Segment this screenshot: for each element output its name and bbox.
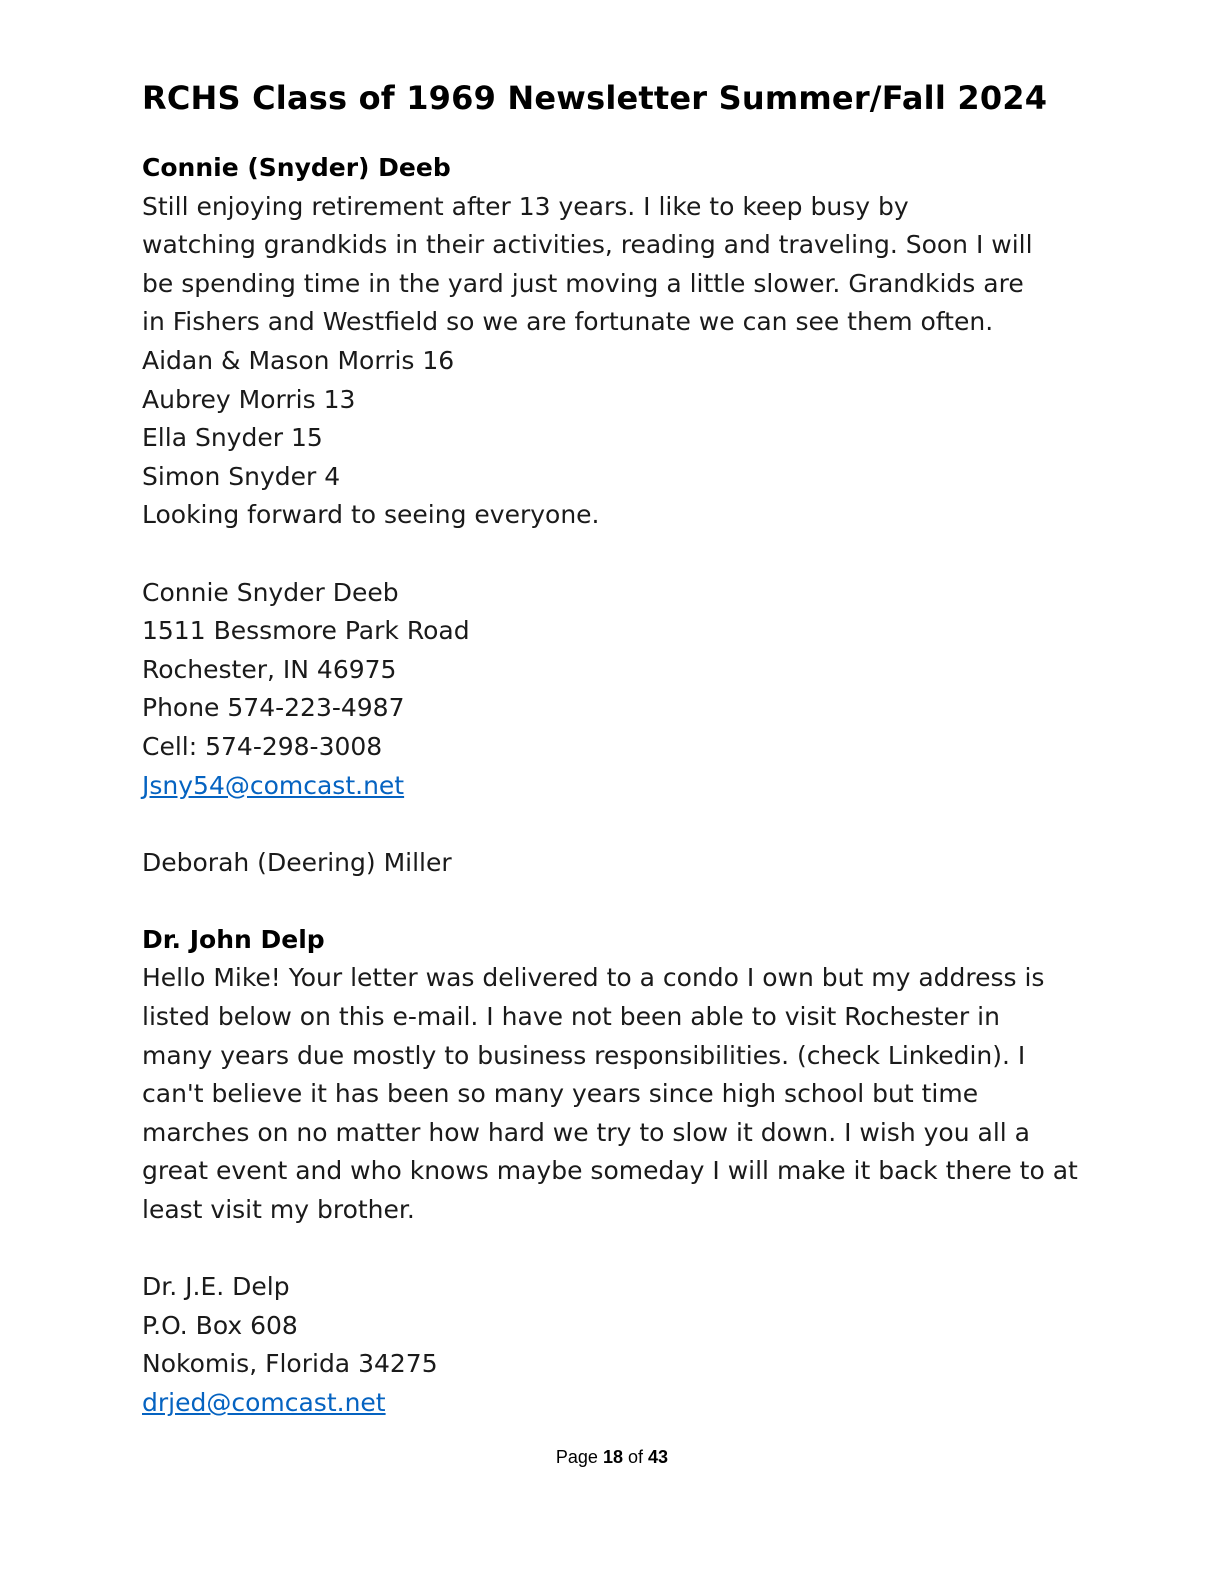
- current-page-number: 18: [602, 1447, 623, 1467]
- spacer: [142, 535, 1072, 574]
- grandkid-line: Ella Snyder 15: [142, 423, 323, 453]
- spacer: [142, 1230, 1072, 1269]
- contact-phone: Phone 574-223-4987: [142, 693, 405, 723]
- message-line: marches on no matter how hard we try to slow it down. I wish you all a: [142, 1117, 1030, 1147]
- message-line: be spending time in the yard just moving a little slower. Grandkids are: [142, 268, 1024, 298]
- entry-heading-john-delp: Dr. John Delp: [142, 924, 325, 954]
- newsletter-body: [142, 149, 1078, 1423]
- message-line: great event and who knows maybe someday I will make it back there to at: [142, 1156, 1078, 1186]
- message-line: Looking forward to seeing everyone.: [142, 500, 600, 530]
- page-word: Page: [555, 1447, 598, 1467]
- page-title: RCHS Class of 1969 Newsletter Summer/Fall 2024: [142, 79, 1048, 117]
- total-pages-number: 43: [648, 1447, 669, 1467]
- of-word: of: [628, 1447, 644, 1467]
- spacer: [142, 805, 1072, 844]
- grandkid-line: Aidan & Mason Morris 16: [142, 345, 455, 375]
- contact-address: P.O. Box 608: [142, 1310, 298, 1340]
- contact-cell: Cell: 574-298-3008: [142, 731, 383, 761]
- contact-name: Dr. J.E. Delp: [142, 1272, 290, 1302]
- email-link-john-delp[interactable]: drjed@comcast.net: [142, 1388, 386, 1417]
- contact-address: 1511 Bessmore Park Road: [142, 616, 470, 646]
- email-link-connie-deeb[interactable]: Jsny54@comcast.net: [142, 770, 405, 800]
- spacer: [142, 882, 1072, 921]
- contact-city: Rochester, IN 46975: [142, 654, 397, 684]
- message-line: in Fishers and Westfield so we are fortunate we can see them often.: [142, 307, 994, 337]
- message-line: watching grandkids in their activities, reading and traveling. Soon I will: [142, 230, 1033, 260]
- message-line: many years due mostly to business responsibilities. (check Linkedin). I: [142, 1040, 1026, 1070]
- entry-heading-connie-deeb: Connie (Snyder) Deeb: [142, 153, 451, 182]
- contact-city: Nokomis, Florida 34275: [142, 1349, 438, 1379]
- message-line: least visit my brother.: [142, 1195, 415, 1225]
- page-footer: [0, 1444, 1224, 1470]
- grandkid-line: Aubrey Morris 13: [142, 384, 356, 414]
- entry-name-deborah-miller: Deborah (Deering) Miller: [142, 847, 452, 877]
- contact-name: Connie Snyder Deeb: [142, 577, 399, 607]
- grandkid-line: Simon Snyder 4: [142, 461, 341, 491]
- message-line: listed below on this e-mail. I have not been able to visit Rochester in: [142, 1002, 1000, 1032]
- message-line: Still enjoying retirement after 13 years. I like to keep busy by: [142, 191, 909, 221]
- message-line: can't believe it has been so many years since high school but time: [142, 1079, 979, 1109]
- message-line: Hello Mike! Your letter was delivered to a condo I own but my address is: [142, 963, 1045, 993]
